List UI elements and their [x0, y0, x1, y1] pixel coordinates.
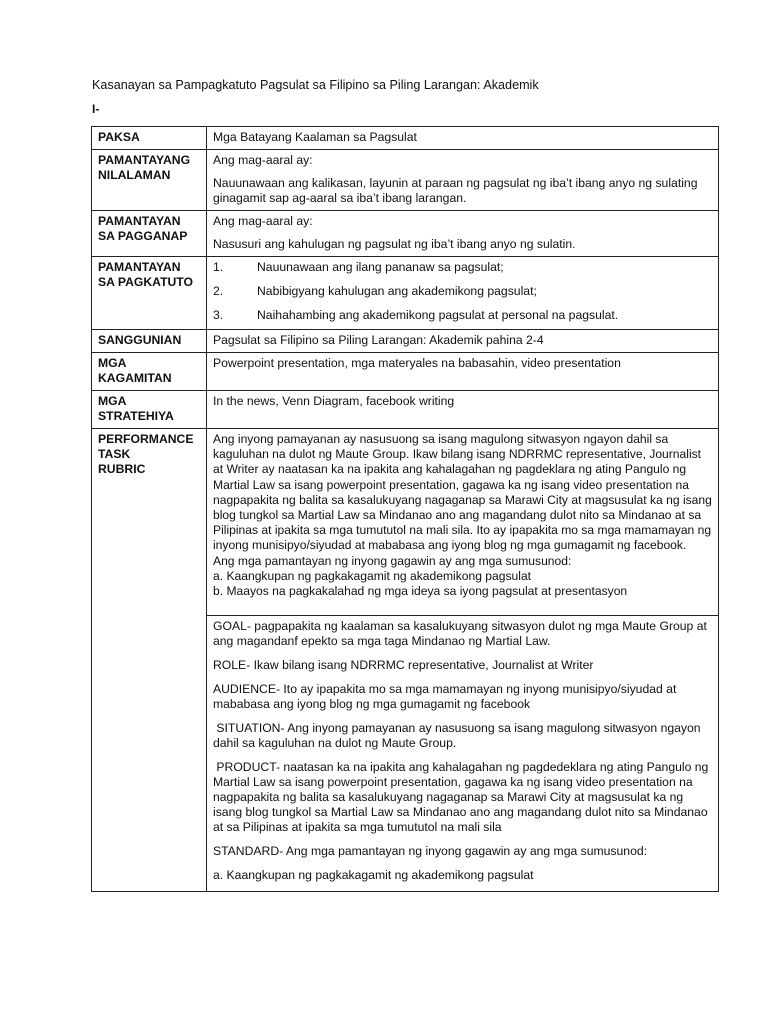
- grasps-product: PRODUCT- naatasan ka na ipakita ang kahalagahan ng pagdedeklara ng ating Pangulo ng Martial Law sa isang powerpoint presentation, gagawa ka ng isang video presentation na nagpapakita ng balita sa kasalukuyang nagaganap sa Marawi City at magsusulat ka ng isang blog tungkol sa Martial Law sa Mindanao ano ang magandang dulot nito sa Mindanao at sa Pilipinas at ipakita sa mga tumututol na mali sila: [213, 760, 712, 835]
- row-content-stratehiya: In the news, Venn Diagram, facebook writing: [207, 391, 719, 429]
- grasps-role: ROLE- Ikaw bilang isang NDRRMC representative, Journalist at Writer: [213, 658, 594, 673]
- row-label-pagganap: PAMANTAYAN SA PAGGANAP: [92, 211, 207, 257]
- content-text: Nasusuri ang kahulugan ng pagsulat ng iba’t ibang anyo ng sulatin.: [213, 237, 576, 251]
- intro-text: Ang mag-aaral ay:: [213, 153, 313, 167]
- row-label-kagamitan: MGA KAGAMITAN: [92, 353, 207, 391]
- row-label-pagkatuto: PAMANTAYAN SA PAGKATUTO: [92, 257, 207, 330]
- table-row-stratehiya: [92, 391, 719, 429]
- criteria-item: a. Kaangkupan ng pagkakagamit ng akademikong pagsulat: [213, 568, 532, 583]
- table-row-nilalaman: [92, 150, 719, 211]
- row-content-pagganap: [207, 211, 719, 257]
- row-content-nilalaman: [207, 150, 719, 211]
- row-label-paksa: PAKSA: [92, 127, 207, 150]
- row-label-nilalaman: PAMANTAYANG NILALAMAN: [92, 150, 207, 211]
- grasps-situation: SITUATION- Ang inyong pamayanan ay nasusuong sa isang magulong sitwasyon ngayon dahil sa kaguluhan na dulot ng Maute Group.: [213, 721, 704, 751]
- grasps-standard: STANDARD- Ang mga pamantayan ng inyong gagawin ay ang mga sumusunod:: [213, 844, 648, 859]
- table-row-performance-task: [92, 429, 719, 616]
- table-row-paksa: [92, 127, 719, 150]
- document-title: Kasanayan sa Pampagkatuto Pagsulat sa Filipino sa Piling Larangan: Akademik: [92, 78, 539, 92]
- table-row-kagamitan: [92, 353, 719, 391]
- list-item: 1. Nauunawaan ang ilang pananaw sa pagsulat;: [213, 260, 504, 274]
- row-content-performance-task: [207, 429, 719, 616]
- list-item: 2. Nabibigyang kahulugan ang akademikong pagsulat;: [213, 284, 537, 298]
- content-text: Nauunawaan ang kalikasan, layunin at paraan ng pagsulat ng iba’t ibang anyo ng sulating ginagamit sap ag-aaral sa iba’t ibang larangan.: [213, 176, 698, 205]
- row-content-kagamitan: Powerpoint presentation, mga materyales na babasahin, video presentation: [207, 353, 719, 391]
- table-row-pagkatuto: [92, 257, 719, 330]
- criteria-item: b. Maayos na pagkakalahad ng mga ideya sa iyong pagsulat at presentasyon: [213, 584, 628, 599]
- row-label-sanggunian: SANGGUNIAN: [92, 330, 207, 353]
- row-content-paksa: Mga Batayang Kaalaman sa Pagsulat: [207, 127, 719, 150]
- grasps-standard-item: a. Kaangkupan ng pagkakagamit ng akademikong pagsulat: [213, 868, 534, 883]
- grasps-goal: GOAL- pagpapakita ng kaalaman sa kasalukuyang sitwasyon dulot ng mga Maute Group at ang magandanf epekto sa mga taga Mindanao ng Martial Law.: [213, 619, 707, 649]
- intro-text: Ang mag-aaral ay:: [213, 214, 313, 228]
- criteria-intro: Ang mga pamantayan ng inyong gagawin ay ang mga sumusunod:: [213, 553, 572, 568]
- task-description: Ang inyong pamayanan ay nasusuong sa isang magulong sitwasyon ngayon dahil sa kaguluhan na dulot ng Maute Group. Ikaw bilang isang NDRRMC representative, Journalist at Writer ay naatasan ka na ipakita ang kahalagahan ng pagdeklara ng ating Pangulo ng Martial Law sa isang powerpoint presentation, gagawa ka ng isang video presentation na nagpapakita ng balita sa kasalukuyang nagaganap sa Marawi City at magsusulat ka ng isang blog tungkol sa Martial Law sa Mindanao ano ang magandang dulot nito sa Mindanao at sa Pilipinas at ipakita sa mga tumututol na mali sila. Ito ay ipapakita mo sa mga mamamayan ng inyong munisipyo/siyudad at mababasa ang iyong blog ng mga gumagamit ng facebook.: [213, 432, 712, 553]
- table-row-sanggunian: [92, 330, 719, 353]
- row-content-grasps: [207, 616, 719, 892]
- row-label-performance-task: PERFORMANCE TASK RUBRIC: [92, 429, 207, 892]
- table-row-pagganap: [92, 211, 719, 257]
- list-item: 3. Naihahambing ang akademikong pagsulat at personal na pagsulat.: [213, 308, 619, 322]
- lesson-plan-table: [91, 126, 719, 892]
- grasps-audience: AUDIENCE- Ito ay ipapakita mo sa mga mamamayan ng inyong munisipyo/siyudad at mababasa ang iyong blog ng mga gumagamit ng facebook: [213, 682, 677, 712]
- objectives-list: [213, 260, 712, 323]
- section-marker: I-: [92, 102, 100, 116]
- row-content-pagkatuto: [207, 257, 719, 330]
- row-content-sanggunian: Pagsulat sa Filipino sa Piling Larangan: Akademik pahina 2-4: [207, 330, 719, 353]
- row-label-stratehiya: MGA STRATEHIYA: [92, 391, 207, 429]
